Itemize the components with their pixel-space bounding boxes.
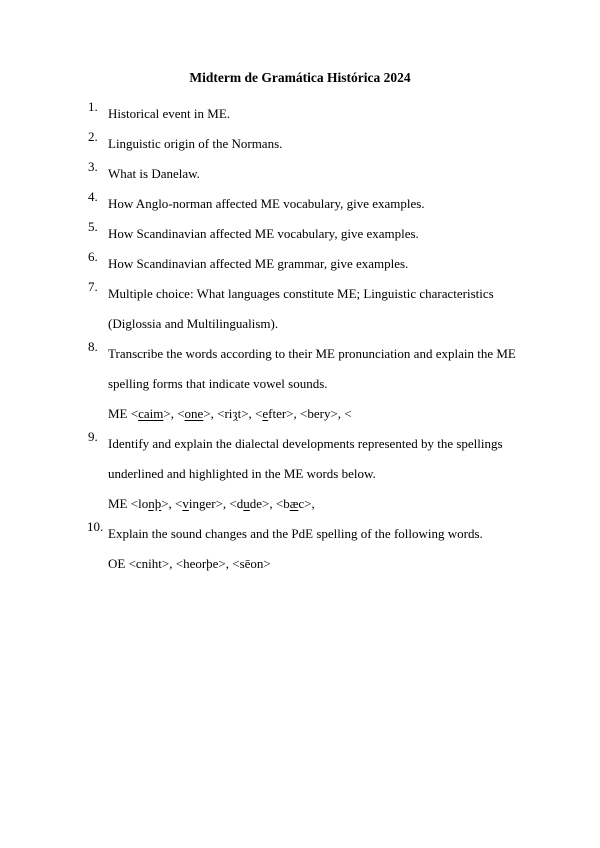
word-prefix: ME < — [108, 496, 139, 511]
underlined-word: ȝ — [232, 406, 238, 421]
question-number: 6. — [88, 249, 98, 264]
separator: >, <ri — [203, 406, 233, 421]
underlined-word: e — [262, 406, 269, 421]
separator: >, < — [161, 496, 183, 511]
underlined-word: nþ — [148, 496, 162, 511]
question-1 — [88, 99, 528, 129]
underlined-word: æ — [289, 496, 299, 511]
question-6 — [88, 249, 528, 279]
separator: >, < — [163, 406, 185, 421]
question-number: 8. — [88, 339, 98, 354]
word-rest: de>, <b — [249, 496, 290, 511]
underlined-word: u — [243, 496, 250, 511]
question-text: Transcribe the words according to their ME pronunciation and explain the ME — [108, 346, 516, 361]
word-rest: c>, — [298, 496, 315, 511]
underlined-word: one — [184, 406, 204, 421]
question-number: 3. — [88, 159, 98, 174]
question-text-continued: underlined and highlighted in the ME words below. — [108, 466, 376, 481]
page-title: Midterm de Gramática Histórica 2024 — [189, 70, 411, 85]
question-text: How Scandinavian affected ME grammar, give examples. — [108, 256, 409, 271]
question-5 — [88, 219, 528, 249]
question-text: What is Danelaw. — [108, 166, 200, 181]
question-number: 4. — [88, 189, 98, 204]
word-rest: inger>, <d — [188, 496, 244, 511]
underlined-word: caim — [138, 406, 164, 421]
question-3 — [88, 159, 528, 189]
word-part: lo — [138, 496, 149, 511]
separator: >, < — [241, 406, 263, 421]
word-list: OE <cniht>, <heorþe>, <sēon> — [108, 556, 271, 571]
word-prefix: ME < — [108, 406, 139, 421]
question-10 — [88, 519, 528, 579]
question-text: How Scandinavian affected ME vocabulary, give examples. — [108, 226, 419, 241]
question-text: Historical event in ME. — [108, 106, 231, 121]
question-list — [88, 99, 528, 579]
question-8 — [88, 339, 528, 429]
question-4 — [88, 189, 528, 219]
question-number: 2. — [88, 129, 98, 144]
question-number: 9. — [88, 429, 98, 444]
question-9 — [88, 429, 528, 519]
question-text: Linguistic origin of the Normans. — [108, 136, 283, 151]
word-rest: t — [237, 406, 242, 421]
word-list — [108, 399, 528, 429]
question-number: 10. — [87, 519, 104, 534]
question-text-continued: (Diglossia and Multilingualism). — [108, 316, 279, 331]
question-text: Identify and explain the dialectal developments represented by the spellings — [108, 436, 503, 451]
question-text: How Anglo-norman affected ME vocabulary, give examples. — [108, 196, 425, 211]
question-text: Multiple choice: What languages constitute ME; Linguistic characteristics — [108, 286, 494, 301]
word-list — [108, 489, 528, 519]
question-7 — [88, 279, 528, 339]
question-number: 1. — [88, 99, 98, 114]
word-rest: fter>, <bery>, < — [268, 406, 352, 421]
question-number: 5. — [88, 219, 98, 234]
question-text: Explain the sound changes and the PdE spelling of the following words. — [108, 526, 483, 541]
question-text-continued: spelling forms that indicate vowel sounds. — [108, 376, 328, 391]
question-2 — [88, 129, 528, 159]
question-number: 7. — [88, 279, 98, 294]
underlined-word: v — [182, 496, 189, 511]
